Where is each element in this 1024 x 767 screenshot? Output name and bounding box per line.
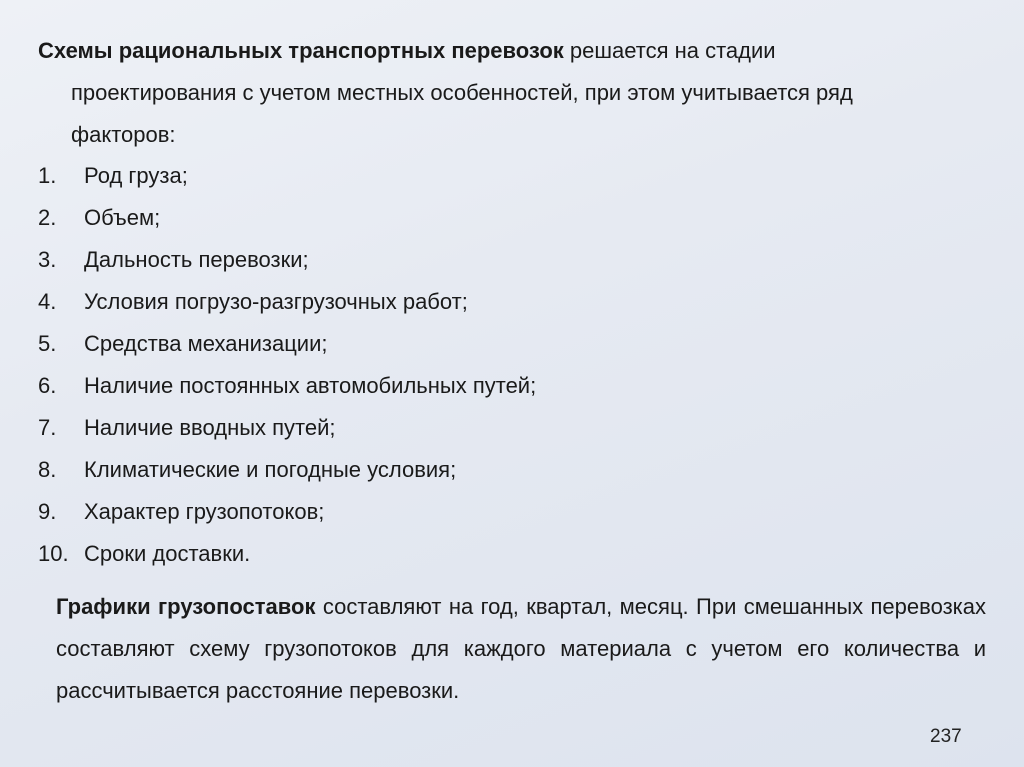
page-number: 237 bbox=[930, 726, 962, 747]
list-item-number: 2. bbox=[38, 205, 57, 230]
list-item-text: Сроки доставки. bbox=[84, 541, 251, 566]
list-item bbox=[38, 323, 938, 365]
intro-text-line-3: факторов: bbox=[71, 122, 176, 147]
outro-bold-term: Графики грузопоставок bbox=[56, 594, 316, 619]
list-item-number: 3. bbox=[38, 247, 57, 272]
list-item-number: 5. bbox=[38, 331, 57, 356]
list-item-number: 9. bbox=[38, 499, 57, 524]
list-item-text: Род груза; bbox=[84, 163, 188, 188]
list-item bbox=[38, 197, 938, 239]
intro-text-line-1: решается на стадии bbox=[563, 38, 776, 63]
list-item bbox=[38, 533, 938, 575]
intro-bold-term: Схемы рациональных транспортных перевозок bbox=[38, 38, 564, 63]
list-item-number: 7. bbox=[38, 415, 57, 440]
list-item bbox=[38, 239, 938, 281]
list-item bbox=[38, 449, 938, 491]
list-item-text: Характер грузопотоков; bbox=[84, 499, 325, 524]
list-item bbox=[38, 155, 938, 197]
list-item-text: Средства механизации; bbox=[84, 331, 328, 356]
list-item-text: Дальность перевозки; bbox=[84, 247, 309, 272]
list-item-number: 4. bbox=[38, 289, 57, 314]
list-item bbox=[38, 407, 938, 449]
intro-paragraph bbox=[38, 30, 996, 156]
factor-list bbox=[38, 155, 938, 575]
list-item-text: Наличие постоянных автомобильных путей; bbox=[84, 373, 537, 398]
list-item-text: Наличие вводных путей; bbox=[84, 415, 336, 440]
list-item bbox=[38, 491, 938, 533]
list-item-number: 10. bbox=[38, 541, 69, 566]
list-item-text: Условия погрузо-разгрузочных работ; bbox=[84, 289, 468, 314]
list-item-number: 1. bbox=[38, 163, 57, 188]
list-item bbox=[38, 365, 938, 407]
outro-text: составляют на год, квартал, месяц. При смешанных перевозках составляют схему грузопотоков для каждого материала с учетом его количества и рассчитывается расстояние перевозки. bbox=[56, 594, 986, 703]
list-item bbox=[38, 281, 938, 323]
list-item-number: 6. bbox=[38, 373, 57, 398]
list-item-number: 8. bbox=[38, 457, 57, 482]
intro-text-line-2: проектирования с учетом местных особенностей, при этом учитывается ряд bbox=[71, 80, 853, 105]
list-item-text: Климатические и погодные условия; bbox=[84, 457, 457, 482]
outro-paragraph bbox=[56, 586, 986, 712]
list-item-text: Объем; bbox=[84, 205, 161, 230]
